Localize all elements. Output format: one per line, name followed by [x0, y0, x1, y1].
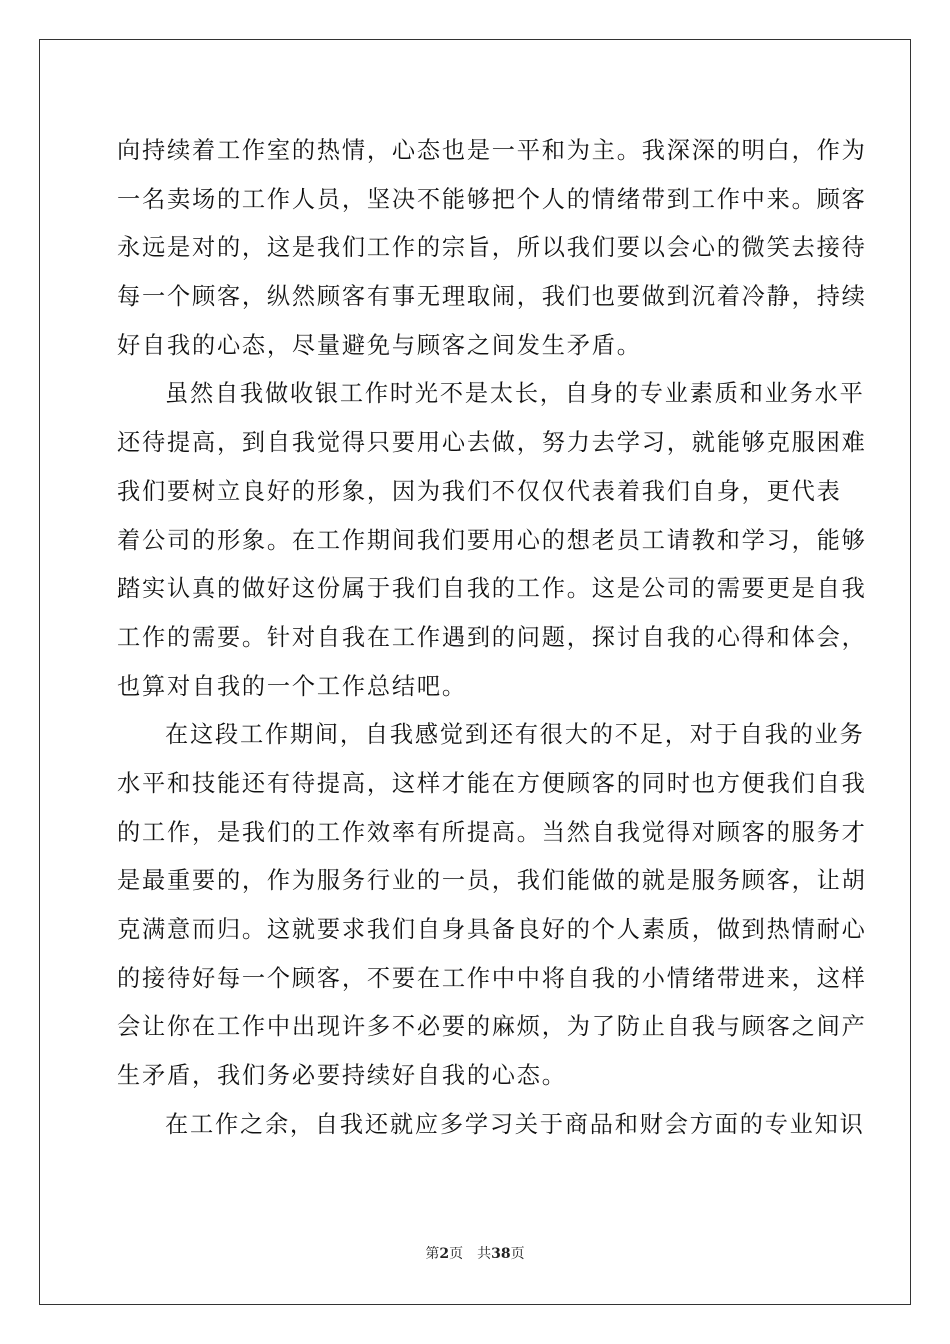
text-line: 在这段工作期间，自我感觉到还有很大的不足，对于自我的业务 [165, 721, 865, 749]
text-line: 永远是对的，这是我们工作的宗旨，所以我们要以会心的微笑去接待 [117, 234, 867, 262]
page-footer [0, 1243, 950, 1263]
text-line: 在工作之余，自我还就应多学习关于商品和财会方面的专业知识 [165, 1110, 865, 1138]
text-line: 会让你在工作中出现许多不必要的麻烦，为了防止自我与顾客之间产 [117, 1013, 867, 1041]
text-line: 的工作，是我们的工作效率有所提高。当然自我觉得对顾客的服务才 [117, 818, 867, 846]
document-body [117, 127, 867, 1149]
text-line: 一名卖场的工作人员，坚决不能够把个人的情绪带到工作中来。顾客 [117, 185, 867, 213]
total-pages: 38 [491, 1246, 511, 1262]
page-prefix: 第 [425, 1246, 440, 1262]
text-line: 是最重要的，作为服务行业的一员，我们能做的就是服务顾客，让胡 [117, 867, 867, 895]
text-line: 也算对自我的一个工作总结吧。 [117, 672, 467, 700]
text-line: 工作的需要。针对自我在工作遇到的问题，探讨自我的心得和体会， [117, 623, 867, 651]
text-line: 水平和技能还有待提高，这样才能在方便顾客的同时也方便我们自我 [117, 769, 867, 797]
text-line: 着公司的形象。在工作期间我们要用心的想老员工请教和学习，能够 [117, 526, 867, 554]
text-line: 生矛盾，我们务必要持续好自我的心态。 [117, 1062, 567, 1090]
text-line: 向持续着工作室的热情，心态也是一平和为主。我深深的明白，作为 [117, 137, 867, 164]
page-suffix: 页 [449, 1246, 464, 1262]
text-line: 虽然自我做收银工作时光不是太长，自身的专业素质和业务水平 [165, 380, 865, 408]
text-line: 每一个顾客，纵然顾客有事无理取闹，我们也要做到沉着冷静，持续 [117, 283, 867, 311]
total-suffix: 页 [510, 1246, 525, 1262]
text-line: 的接待好每一个顾客，不要在工作中中将自我的小情绪带进来，这样 [117, 964, 867, 992]
text-line: 我们要树立良好的形象，因为我们不仅仅代表着我们自身，更代表 [117, 477, 842, 505]
text-line: 还待提高，到自我觉得只要用心去做，努力去学习，就能够克服困难 [117, 429, 867, 457]
text-line: 踏实认真的做好这份属于我们自我的工作。这是公司的需要更是自我 [117, 575, 867, 603]
page-number: 2 [439, 1246, 450, 1262]
text-line: 好自我的心态，尽量避免与顾客之间发生矛盾。 [117, 331, 642, 359]
text-line: 克满意而归。这就要求我们自身具备良好的个人素质，做到热情耐心 [117, 916, 867, 943]
total-prefix: 共 [477, 1246, 492, 1262]
